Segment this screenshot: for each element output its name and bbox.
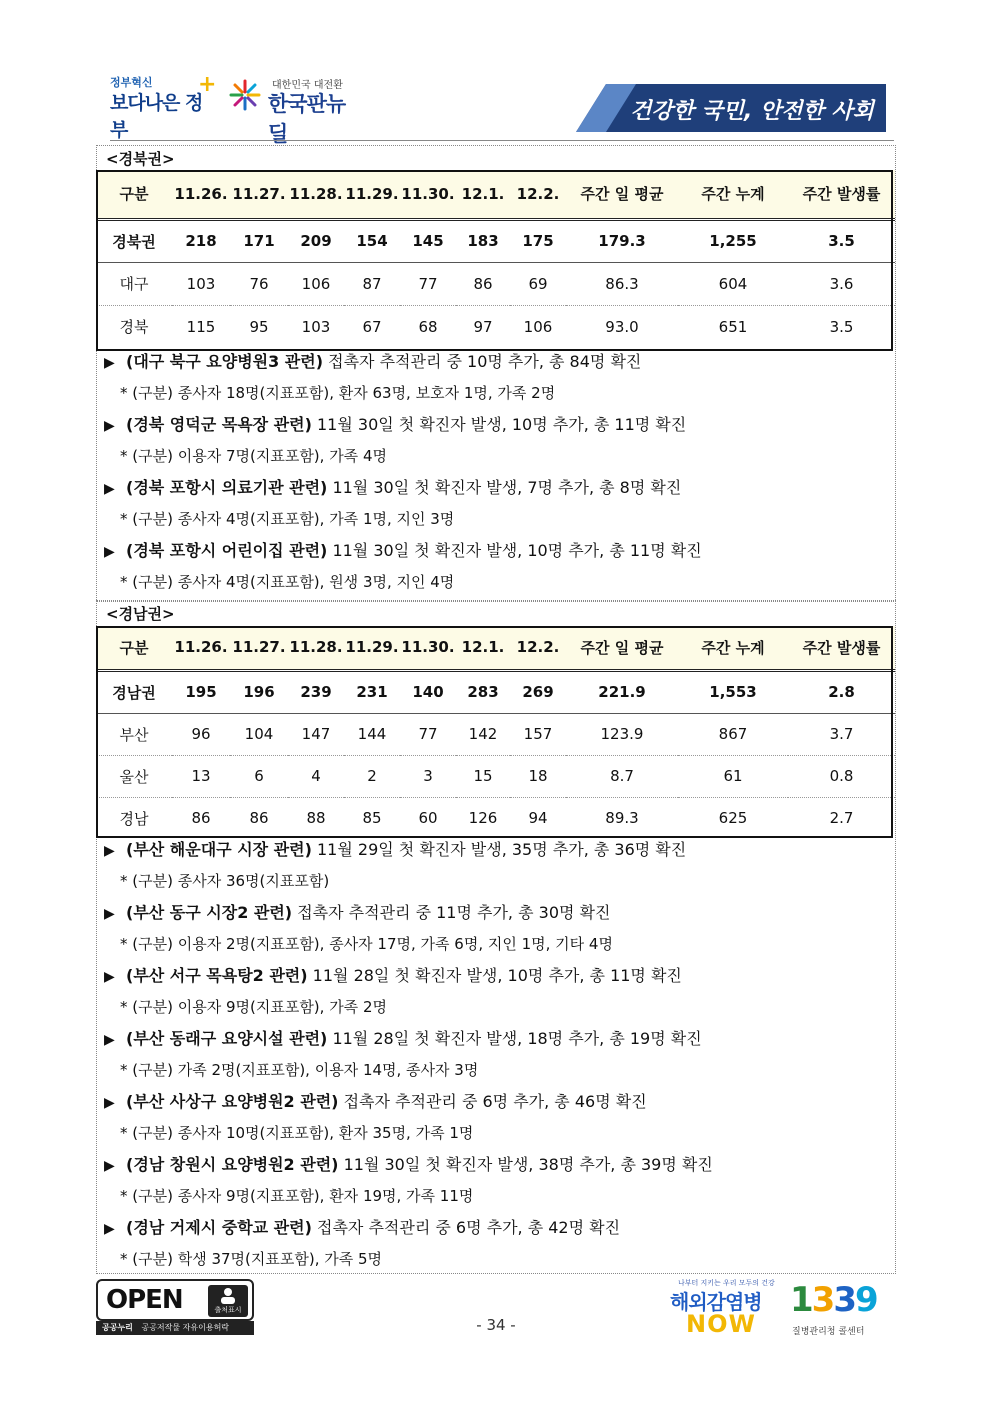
table-cell: 8.7 — [566, 755, 678, 797]
cluster-breakdown: * (구분) 종사자 9명(지표포함), 환자 19명, 가족 11명 — [120, 1187, 474, 1205]
table-row — [96, 713, 895, 755]
table-cell: 625 — [718, 809, 748, 828]
cluster-item — [104, 897, 894, 960]
cluster-summary — [104, 535, 894, 567]
table-cell: 157 — [510, 713, 566, 755]
cluster-summary — [104, 472, 894, 504]
page-header — [0, 0, 992, 145]
cluster-description: 접촉자 추적관리 중 11명 추가, 총 30명 확진 — [292, 903, 611, 922]
slogan-banner — [576, 84, 886, 132]
cluster-description: 11월 30일 첫 확진자 발생, 10명 추가, 총 11명 확진 — [311, 415, 687, 434]
table-cell: 209 — [288, 219, 344, 262]
cluster-name: (부산 해운대구 시장 관련) — [126, 840, 312, 859]
table-cell: 3.5 — [829, 317, 854, 336]
table-cell: 115 — [186, 317, 216, 336]
region-cell: 경남권 — [96, 670, 172, 713]
cluster-description: 접촉자 추적관리 중 6명 추가, 총 42명 확진 — [311, 1218, 621, 1237]
cluster-breakdown: * (구분) 가족 2명(지표포함), 이용자 14명, 종사자 3명 — [120, 1061, 479, 1079]
table-cell: 1,255 — [678, 219, 788, 262]
column-header: 주간 발생률 — [788, 626, 895, 670]
column-header: 12.2. — [510, 626, 566, 670]
table-cell: 171 — [230, 219, 288, 262]
table-header-row — [96, 170, 895, 219]
column-header: 주간 누계 — [678, 626, 788, 670]
table-cell: 221.9 — [566, 670, 678, 713]
table-cell: 86 — [456, 262, 510, 305]
column-header: 12.1. — [456, 170, 510, 219]
table-cell: 142 — [456, 713, 510, 755]
table-cell: 867 — [678, 713, 788, 755]
bullet-arrow-icon: ▶ — [104, 418, 115, 434]
table-row — [96, 305, 895, 348]
column-header: 11.26. — [172, 170, 230, 219]
bullet-arrow-icon: ▶ — [104, 906, 115, 922]
table-cell: 86 — [191, 809, 211, 828]
bullet-arrow-icon: ▶ — [104, 1032, 115, 1048]
government-innovation-logo — [110, 72, 217, 141]
table-cell: 96 — [172, 713, 230, 755]
bullet-arrow-icon: ▶ — [104, 1158, 115, 1174]
table-cell: 651 — [718, 317, 748, 336]
kdca-caption: 질병관리청 콜센터 — [792, 1327, 865, 1337]
table-cell: 86.3 — [566, 262, 678, 305]
cluster-name: (경북 포항시 의료기관 관련) — [126, 478, 328, 497]
table-row — [96, 755, 895, 797]
cluster-item — [104, 346, 894, 409]
cluster-item — [104, 409, 894, 472]
column-header: 11.28. — [288, 626, 344, 670]
cluster-breakdown: * (구분) 이용자 7명(지표포함), 가족 4명 — [120, 447, 387, 465]
table-cell: 147 — [288, 713, 344, 755]
gyeongnam-cluster-list — [104, 834, 894, 1275]
column-header: 주간 누계 — [678, 170, 788, 219]
table-cell: 283 — [456, 670, 510, 713]
bullet-arrow-icon: ▶ — [104, 1221, 115, 1237]
table-row — [96, 797, 895, 839]
column-header-category: 구분 — [96, 626, 172, 670]
column-header: 11.26. — [172, 626, 230, 670]
table-cell: 85 — [362, 809, 382, 828]
logo2-small-text: 대한민국 대전환 — [272, 80, 343, 91]
cluster-description: 11월 28일 첫 확진자 발생, 18명 추가, 총 19명 확진 — [327, 1029, 702, 1048]
table-cell: 76 — [230, 262, 288, 305]
nav-tagline: 나부터 지키는 우리 모두의 건강 — [678, 1279, 775, 1287]
table-cell: 218 — [172, 219, 230, 262]
cluster-item — [104, 535, 894, 598]
table-cell: 104 — [230, 713, 288, 755]
cluster-summary — [104, 834, 894, 866]
cluster-breakdown: * (구분) 종사자 10명(지표포함), 환자 35명, 가족 1명 — [120, 1124, 474, 1142]
table-cell: 86 — [249, 809, 269, 828]
cluster-item — [104, 1023, 894, 1086]
cluster-item — [104, 1212, 894, 1275]
table-cell: 175 — [510, 219, 566, 262]
cluster-name: (부산 서구 목욕탕2 관련) — [126, 966, 308, 985]
attribution-label: 출처표시 — [214, 1306, 242, 1314]
attribution-person-icon — [208, 1285, 248, 1317]
table-cell: 67 — [362, 317, 382, 336]
gyeongbuk-cluster-list — [104, 346, 894, 598]
bullet-arrow-icon: ▶ — [104, 969, 115, 985]
table-cell: 196 — [230, 670, 288, 713]
table-row — [96, 262, 895, 305]
table-cell: 269 — [510, 670, 566, 713]
page-number: - 34 - — [476, 1316, 516, 1334]
table-cell: 87 — [344, 262, 400, 305]
kdca-digit: 3 — [833, 1280, 856, 1320]
region-cell: 울산 — [96, 755, 172, 797]
cluster-summary — [104, 1086, 894, 1118]
kdca-number — [790, 1280, 877, 1320]
table-cell: 2.7 — [829, 809, 854, 828]
table-cell: 195 — [172, 670, 230, 713]
table-cell: 106 — [288, 262, 344, 305]
korean-new-deal-logo — [228, 76, 358, 146]
cluster-summary — [104, 1212, 894, 1244]
nav-now: NOW — [686, 1310, 756, 1338]
cluster-name: (경남 창원시 요양병원2 관련) — [126, 1155, 339, 1174]
table-cell: 2 — [344, 755, 400, 797]
table-cell: 1,553 — [678, 670, 788, 713]
cluster-description: 11월 29일 첫 확진자 발생, 35명 추가, 총 36명 확진 — [311, 840, 687, 859]
cluster-name: (부산 동구 시장2 관련) — [126, 903, 293, 922]
table-cell: 239 — [288, 670, 344, 713]
cluster-summary — [104, 960, 894, 992]
logo1-small-text: 정부혁신 — [110, 76, 153, 89]
table-cell: 97 — [473, 317, 493, 336]
table-cell: 231 — [344, 670, 400, 713]
cluster-item — [104, 1149, 894, 1212]
table-header-row — [96, 626, 895, 670]
column-header: 11.27. — [230, 170, 288, 219]
table-cell: 77 — [400, 713, 456, 755]
gyeongbuk-table — [96, 170, 895, 348]
cluster-item — [104, 834, 894, 897]
cluster-description: 11월 28일 첫 확진자 발생, 10명 추가, 총 11명 확진 — [307, 966, 682, 985]
section-title-gyeongnam: <경남권> — [106, 605, 175, 623]
cluster-summary — [104, 346, 894, 378]
cluster-breakdown: * (구분) 이용자 2명(지표포함), 종사자 17명, 가족 6명, 지인 1명, 기타 4명 — [120, 935, 613, 953]
cluster-description: 11월 30일 첫 확진자 발생, 10명 추가, 총 11명 확진 — [327, 541, 702, 560]
cluster-item — [104, 472, 894, 535]
cluster-name: (대구 북구 요양병원3 관련) — [126, 352, 324, 371]
table-cell: 15 — [456, 755, 510, 797]
cluster-item — [104, 1086, 894, 1149]
cluster-breakdown: * (구분) 종사자 4명(지표포함), 원생 3명, 지인 4명 — [120, 573, 455, 591]
column-header: 주간 일 평균 — [566, 626, 678, 670]
cluster-breakdown: * (구분) 종사자 18명(지표포함), 환자 63명, 보호자 1명, 가족 2명 — [120, 384, 556, 402]
nav-title: 해외감염병 — [670, 1290, 762, 1314]
table-cell: 3.6 — [788, 262, 895, 305]
cluster-item — [104, 960, 894, 1023]
column-header-category: 구분 — [96, 170, 172, 219]
table-cell: 103 — [301, 317, 331, 336]
table-cell: 93.0 — [605, 317, 639, 336]
open-caption-a: 공공누리 — [102, 1323, 133, 1332]
kdca-digit: 1 — [790, 1280, 812, 1320]
column-header: 11.29. — [344, 170, 400, 219]
table-cell: 123.9 — [566, 713, 678, 755]
logo2-big-text: 한국판뉴딜 — [268, 92, 346, 146]
table-cell: 3.7 — [788, 713, 895, 755]
table-cell: 61 — [678, 755, 788, 797]
person-icon — [208, 1285, 248, 1305]
kdca-digit: 3 — [811, 1280, 834, 1320]
table-cell: 77 — [400, 262, 456, 305]
cluster-breakdown: * (구분) 학생 37명(지표포함), 가족 5명 — [120, 1250, 383, 1268]
column-header: 11.30. — [400, 626, 456, 670]
table-cell: 0.8 — [788, 755, 895, 797]
section-title-gyeongbuk: <경북권> — [106, 150, 175, 168]
open-caption-b: 공공저작물 자유이용허락 — [141, 1323, 230, 1332]
bullet-arrow-icon: ▶ — [104, 355, 115, 371]
cluster-summary — [104, 1149, 894, 1181]
table-cell: 145 — [400, 219, 456, 262]
cluster-breakdown: * (구분) 종사자 36명(지표포함) — [120, 872, 330, 890]
cluster-description: 접촉자 추적관리 중 10명 추가, 총 84명 확진 — [323, 352, 642, 371]
table-cell: 89.3 — [605, 809, 639, 828]
column-header: 12.1. — [456, 626, 510, 670]
cluster-name: (부산 사상구 요양병원2 관련) — [126, 1092, 339, 1111]
header-divider — [110, 140, 894, 141]
open-badge-frame — [96, 1279, 254, 1321]
cluster-description: 11월 30일 첫 확진자 발생, 7명 추가, 총 8명 확진 — [327, 478, 682, 497]
plus-icon: + — [198, 72, 217, 97]
new-deal-star-icon — [228, 78, 262, 112]
table-cell: 106 — [523, 317, 553, 336]
table-cell: 68 — [418, 317, 438, 336]
table-cell: 60 — [418, 809, 438, 828]
column-header: 12.2. — [510, 170, 566, 219]
table-cell: 604 — [678, 262, 788, 305]
cluster-name: (경북 포항시 어린이집 관련) — [126, 541, 328, 560]
table-cell: 69 — [510, 262, 566, 305]
cluster-name: (경북 영덕군 목욕장 관련) — [126, 415, 312, 434]
table-cell: 179.3 — [566, 219, 678, 262]
cluster-breakdown: * (구분) 종사자 4명(지표포함), 가족 1명, 지인 3명 — [120, 510, 455, 528]
open-badge-caption — [96, 1321, 254, 1335]
table-cell: 4 — [288, 755, 344, 797]
open-text: OPEN — [106, 1285, 183, 1315]
cluster-description: 11월 30일 첫 확진자 발생, 38명 추가, 총 39명 확진 — [338, 1155, 713, 1174]
table-cell: 88 — [306, 809, 326, 828]
table-cell: 154 — [344, 219, 400, 262]
overseas-infection-now-logo — [668, 1278, 778, 1340]
table-cell: 183 — [456, 219, 510, 262]
logo1-big-text: 보다나은 정부 — [110, 92, 203, 141]
column-header: 11.29. — [344, 626, 400, 670]
kogl-open-badge — [96, 1279, 254, 1335]
bullet-arrow-icon: ▶ — [104, 843, 115, 859]
bullet-arrow-icon: ▶ — [104, 1095, 115, 1111]
cluster-summary — [104, 409, 894, 441]
kdca-digit: 9 — [855, 1280, 877, 1320]
table-cell: 13 — [172, 755, 230, 797]
bullet-arrow-icon: ▶ — [104, 544, 115, 560]
gyeongnam-table — [96, 626, 895, 839]
table-cell: 6 — [230, 755, 288, 797]
column-header: 주간 발생률 — [788, 170, 895, 219]
table-cell: 95 — [249, 317, 269, 336]
table-cell: 140 — [400, 670, 456, 713]
region-cell: 부산 — [96, 713, 172, 755]
kdca-1339-logo — [790, 1280, 900, 1340]
bullet-arrow-icon: ▶ — [104, 481, 115, 497]
table-cell: 18 — [510, 755, 566, 797]
region-cell: 경남 — [119, 809, 149, 828]
region-cell: 경북 — [119, 318, 149, 337]
region-cell: 경북권 — [96, 219, 172, 262]
column-header: 11.28. — [288, 170, 344, 219]
column-header: 주간 일 평균 — [566, 170, 678, 219]
table-cell: 126 — [468, 809, 498, 828]
cluster-description: 접촉자 추적관리 중 6명 추가, 총 46명 확진 — [338, 1092, 647, 1111]
table-cell: 2.8 — [788, 670, 895, 713]
column-header: 11.27. — [230, 626, 288, 670]
table-cell: 3.5 — [788, 219, 895, 262]
table-total-row — [96, 670, 895, 713]
cluster-summary — [104, 1023, 894, 1055]
table-cell: 144 — [344, 713, 400, 755]
table-cell: 3 — [400, 755, 456, 797]
slogan-text: 건강한 국민, 안전한 사회 — [630, 99, 874, 124]
column-header: 11.30. — [400, 170, 456, 219]
cluster-name: (부산 동래구 요양시설 관련) — [126, 1029, 328, 1048]
cluster-summary — [104, 897, 894, 929]
table-total-row — [96, 219, 895, 262]
table-cell: 103 — [172, 262, 230, 305]
region-cell: 대구 — [96, 262, 172, 305]
table-cell: 94 — [528, 809, 548, 828]
cluster-name: (경남 거제시 중학교 관련) — [126, 1218, 312, 1237]
cluster-breakdown: * (구분) 이용자 9명(지표포함), 가족 2명 — [120, 998, 387, 1016]
